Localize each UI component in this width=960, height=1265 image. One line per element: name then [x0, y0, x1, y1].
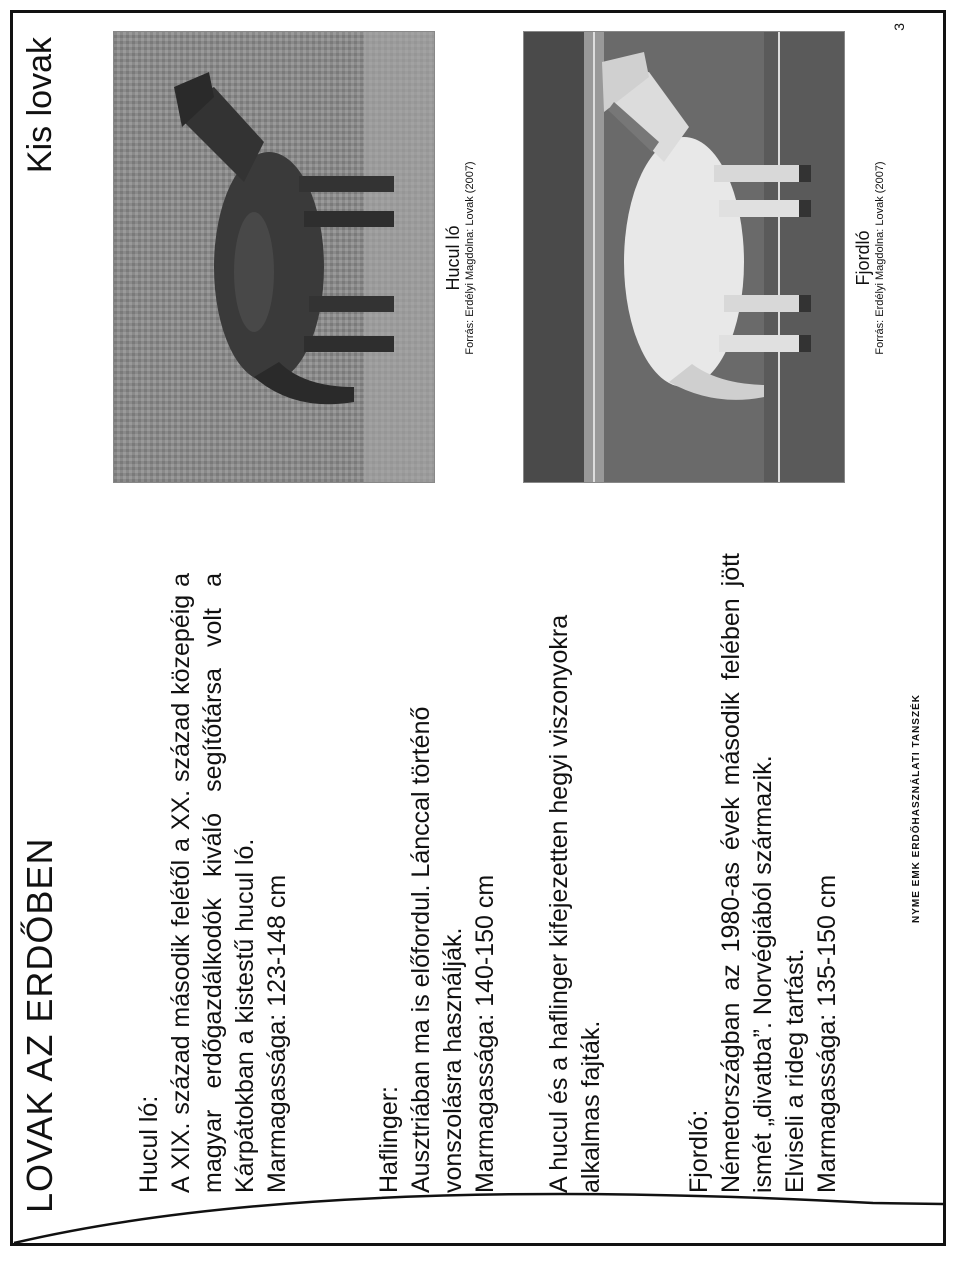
section-hucul [133, 573, 293, 1193]
section-text: Németországban az 1980-as évek második felében jött ismét „divatba”. Norvégiából származik. [717, 553, 777, 1193]
footer-department: NYME EMK ERDŐHASZNÁLATI TANSZÉK [911, 694, 922, 923]
dark-horse-photo-icon [114, 32, 434, 482]
caption-source: Forrás: Erdélyi Magdolna: Lovak (2007) [464, 161, 476, 355]
section-text: A hucul és a haflinger kifejezetten hegyi viszonyokra alkalmas fajták. [545, 614, 605, 1193]
section-heading: Hucul ló: [135, 1095, 163, 1193]
slide-title: LOVAK AZ ERDŐBEN [19, 837, 60, 1213]
section-height: Marmagassága: 140-150 cm [471, 874, 499, 1193]
caption-name: Hucul ló [443, 225, 463, 291]
section-height: Marmagassága: 135-150 cm [813, 874, 841, 1193]
section-height: Marmagassága: 123-148 cm [263, 874, 291, 1193]
light-horse-photo-icon [524, 32, 844, 482]
section-fjordlo [683, 553, 843, 1193]
slide-canvas [13, 13, 943, 1243]
section-haflinger [373, 593, 501, 1193]
section-text: Ausztriában ma is előfordul. Lánccal történő vonszolásra használják. [407, 706, 467, 1193]
fjordlo-horse-photo [523, 31, 845, 483]
hucul-horse-photo [113, 31, 435, 483]
section-heading: Haflinger: [375, 1086, 403, 1193]
section-summary [543, 573, 607, 1193]
slide [13, 13, 943, 1243]
photo-caption-hucul [443, 33, 476, 483]
caption-name: Fjordló [853, 230, 873, 286]
caption-source: Forrás: Erdélyi Magdolna: Lovak (2007) [874, 161, 886, 355]
section-heading: Fjordló: [685, 1109, 713, 1193]
slide-subtitle: Kis lovak [21, 37, 59, 174]
page-number: 3 [891, 23, 907, 31]
section-note: Elviseli a rideg tartást. [781, 948, 809, 1193]
photo-caption-fjordlo [853, 33, 886, 483]
section-text: A XIX. század második felétől a XX. század közepéig a magyar erdőgazdálkodók kiváló segítőtársa volt a Kárpátokban a kistestű hucul ló. [167, 573, 259, 1193]
